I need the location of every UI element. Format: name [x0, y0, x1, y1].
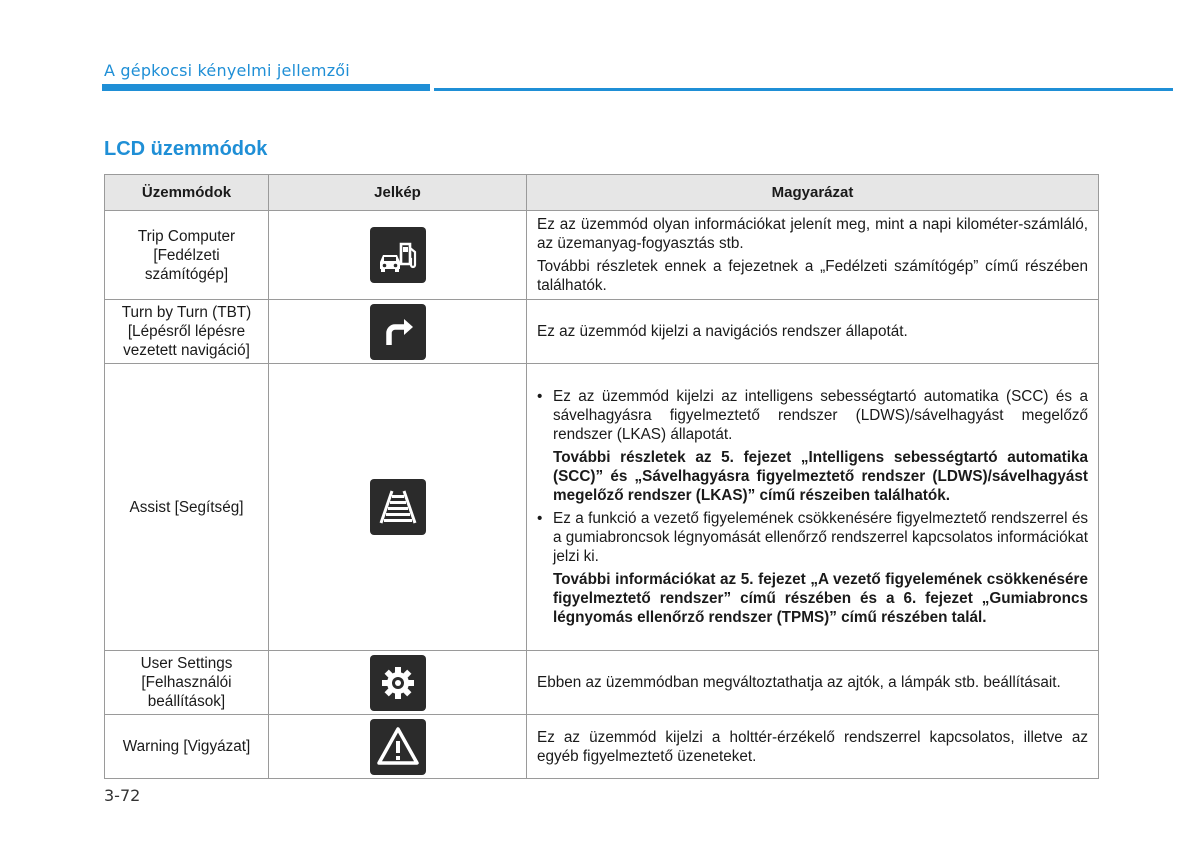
lcd-modes-table [104, 174, 1099, 779]
mode-name: [Felhasználói [141, 674, 232, 691]
lane-assist-icon [370, 479, 426, 535]
explanation-bullet: • Ez a funkció a vezető figyelemének csökkenésére figyelmeztető rendszerrel és a gumiabroncsok légnyomását ellenőrző rendszerrel kapcsolatos információkat jelzi ki. [537, 509, 1088, 566]
explanation-text: Ebben az üzemmódban megváltoztathatja az ajtók, a lámpák stb. beállításait. [537, 674, 1061, 691]
explanation-cell [527, 651, 1099, 715]
explanation-text: További részletek ennek a fejezetnek a „Fedélzeti számítógép” című részében találhatók. [537, 258, 1088, 294]
mode-name: Turn by Turn (TBT) [121, 304, 252, 321]
header-rule-thin [434, 88, 1173, 91]
mode-name: számítógép] [144, 265, 229, 283]
explanation-cell [527, 715, 1099, 779]
mode-name: Assist [Segítség] [129, 498, 244, 516]
table-row [105, 715, 1099, 779]
turn-right-arrow-icon [370, 304, 426, 360]
mode-name: Warning [Vigyázat] [122, 738, 251, 755]
mode-name: [Fedélzeti [153, 246, 220, 264]
explanation-reference: További információkat az 5. fejezet „A vezető figyelemének csökkenésére figyelmeztető rendszer” című részében és a 6. fejezet „Gumiabroncs légnyomás ellenőrző rendszer (TPMS)” című részében talál. [553, 571, 1088, 626]
explanation-text: Ez az üzemmód olyan információkat jelenít meg, mint a napi kilométer-számláló, az üzemanyag-fogyasztás stb. [537, 216, 1088, 252]
section-title: LCD üzemmódok [104, 138, 268, 160]
table-row [105, 364, 1099, 651]
mode-name: Trip Computer [137, 227, 236, 245]
mode-name: vezetett navigáció] [123, 342, 250, 359]
header-rule-thick [102, 84, 430, 91]
explanation-cell [527, 211, 1099, 300]
explanation-cell [527, 300, 1099, 364]
mode-name: [Lépésről lépésre [127, 323, 246, 340]
warning-triangle-icon [370, 719, 426, 775]
symbol-cell [269, 211, 527, 300]
symbol-cell [269, 300, 527, 364]
mode-cell [105, 651, 269, 715]
mode-cell [105, 715, 269, 779]
gear-icon [370, 655, 426, 711]
running-header: A gépkocsi kényelmi jellemzői [104, 61, 350, 80]
car-fuel-pump-icon [370, 227, 426, 283]
mode-cell [105, 300, 269, 364]
symbol-cell [269, 715, 527, 779]
mode-cell [105, 211, 269, 300]
table-row [105, 651, 1099, 715]
table-row [105, 211, 1099, 300]
page-number: 3-72 [104, 786, 141, 805]
column-header-modes: Üzemmódok [105, 175, 269, 211]
explanation-text: Ez az üzemmód kijelzi a navigációs rendszer állapotát. [537, 323, 908, 340]
mode-name: beállítások] [147, 693, 226, 710]
explanation-bullet: • Ez az üzemmód kijelzi az intelligens sebességtartó automatika (SCC) és a sávelhagyásra figyelmeztető rendszer (LDWS)/sávelhagyást megelőző rendszer (LKAS) állapotát. [537, 387, 1088, 444]
explanation-reference: További részletek az 5. fejezet „Intelligens sebességtartó automatika (SCC)” és „Sávelhagyásra figyelmeztető rendszer (LDWS)/sávelhagyást megelőző rendszer (LKAS)” című részeiben találhatók. [553, 449, 1088, 504]
symbol-cell [269, 364, 527, 651]
explanation-cell [527, 364, 1099, 651]
symbol-cell [269, 651, 527, 715]
mode-cell [105, 364, 269, 651]
table-row [105, 300, 1099, 364]
column-header-explanation: Magyarázat [527, 175, 1099, 211]
explanation-text: Ez az üzemmód kijelzi a holttér-érzékelő rendszerrel kapcsolatos, illetve az egyéb figyelmeztető üzeneteket. [537, 728, 1088, 765]
column-header-symbol: Jelkép [269, 175, 527, 211]
table-header-row [105, 175, 1099, 211]
mode-name: User Settings [140, 655, 233, 672]
